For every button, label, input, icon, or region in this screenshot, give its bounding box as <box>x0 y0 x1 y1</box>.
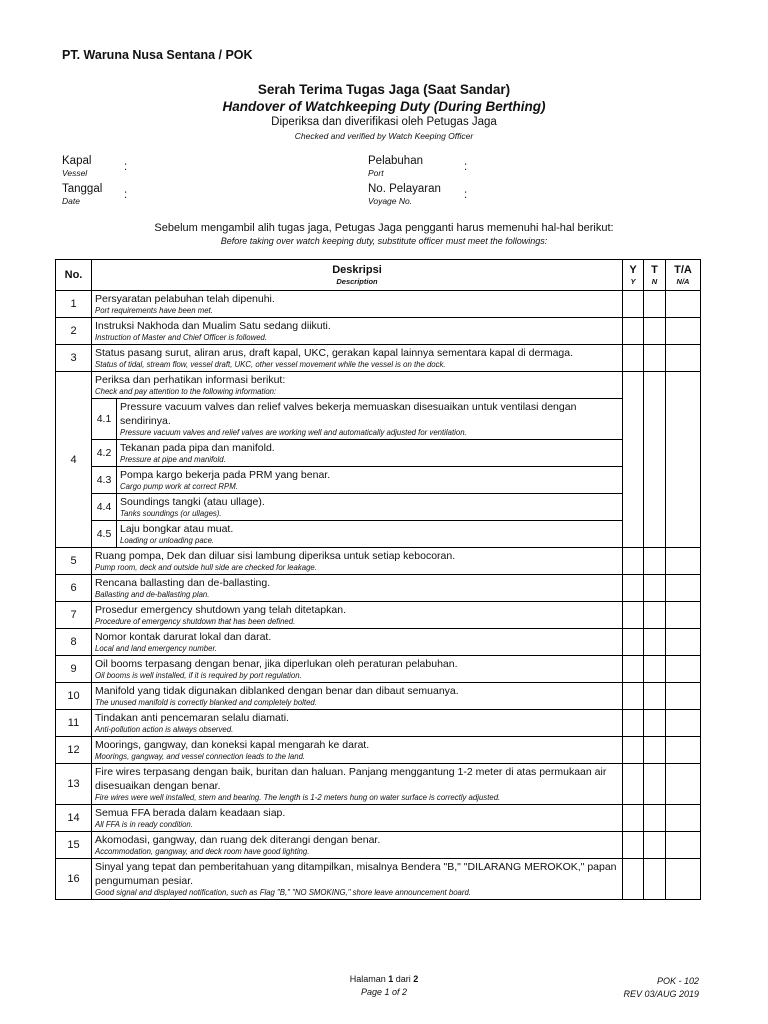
sub-row <box>92 467 622 494</box>
voyage-label-en: Voyage No. <box>368 196 413 206</box>
sub-row-description <box>117 440 623 467</box>
row-description-text: Status pasang surut, aliran arus, draft kapal, UKC, gerakan kapal lainnya sementara kapal di dermaga. <box>95 347 574 359</box>
row-number: 15 <box>56 832 92 859</box>
sub-row-text-en: Tanks soundings (or ullages). <box>120 509 222 518</box>
row-description <box>92 345 623 372</box>
check-t-cell[interactable] <box>644 345 666 372</box>
row-description <box>92 372 623 548</box>
check-y-cell[interactable] <box>623 683 644 710</box>
check-y-cell[interactable] <box>623 832 644 859</box>
row-description-text-en: Oil booms is well installed, if it is required by port regulation. <box>95 671 302 680</box>
sub-row-text: Tekanan pada pipa dan manifold. <box>120 442 275 454</box>
row-description-text-en: Fire wires were well installed, stern and bearing. The length is 1-2 meters hung on water surface is correctly adjusted. <box>95 793 501 802</box>
page-prefix: Halaman <box>349 974 389 984</box>
header-desc-label: Deskripsi <box>332 263 382 276</box>
row-description-text-en: Status of tidal, stream flow, vessel draft, UKC, other vessel movement while the vessel is on the dock. <box>95 360 446 369</box>
table-header-row <box>56 260 701 291</box>
check-y-cell[interactable] <box>623 548 644 575</box>
check-t-cell[interactable] <box>644 764 666 805</box>
date-label-en: Date <box>62 196 80 206</box>
row-number: 13 <box>56 764 92 805</box>
check-y-cell[interactable] <box>623 575 644 602</box>
table-row <box>56 805 701 832</box>
header-desc-label-en: Description <box>336 276 378 286</box>
sub-row-description <box>117 467 623 494</box>
row-description-text-en: All FFA is in ready condition. <box>95 820 193 829</box>
check-t-cell[interactable] <box>644 318 666 345</box>
sub-row-description <box>117 399 623 440</box>
check-t-cell[interactable] <box>644 859 666 900</box>
table-row <box>56 832 701 859</box>
check-na-cell[interactable] <box>666 629 701 656</box>
page-total: 2 <box>413 974 419 984</box>
header-t <box>644 260 666 291</box>
table-row <box>56 602 701 629</box>
check-t-cell[interactable] <box>644 602 666 629</box>
header-no: No. <box>56 260 92 291</box>
header-ta-label-en: N/A <box>676 276 690 286</box>
port-label-en: Port <box>368 168 384 178</box>
row-description <box>92 656 623 683</box>
row-number: 11 <box>56 710 92 737</box>
table-row <box>56 372 701 548</box>
document-title-en: Handover of Watchkeeping Duty (During Berthing) <box>222 99 546 114</box>
check-y-cell[interactable] <box>623 764 644 805</box>
row-description-text: Fire wires terpasang dengan baik, buritan dan haluan. Panjang menggantung 1-2 meter di atas permukaan air disesuaikan dengan benar. <box>95 766 607 792</box>
sub-row-description <box>117 494 623 521</box>
check-y-cell[interactable] <box>623 656 644 683</box>
sub-row-number: 4.1 <box>92 399 117 440</box>
row-description <box>92 764 623 805</box>
row-description <box>92 291 623 318</box>
row-description <box>92 318 623 345</box>
checklist-table <box>55 259 701 900</box>
check-y-cell[interactable] <box>623 345 644 372</box>
row-number: 6 <box>56 575 92 602</box>
voyage-field <box>368 182 441 207</box>
table-row <box>56 345 701 372</box>
row-description-text-en: The unused manifold is correctly blanked and completely bolted. <box>95 698 317 707</box>
sub-row-text-en: Loading or unloading pace. <box>120 536 215 545</box>
doc-revision: REV 03/AUG 2019 <box>623 989 699 999</box>
check-t-cell[interactable] <box>644 372 666 548</box>
row-description-text-en: Good signal and displayed notification, such as Flag "B," "NO SMOKING," shore leave announcement board. <box>95 888 471 897</box>
check-t-cell[interactable] <box>644 805 666 832</box>
sub-row <box>92 440 622 467</box>
sub-row-number: 4.2 <box>92 440 117 467</box>
company-name: PT. Waruna Nusa Sentana / POK <box>62 48 253 62</box>
check-na-cell[interactable] <box>666 602 701 629</box>
check-y-cell[interactable] <box>623 737 644 764</box>
check-na-cell[interactable] <box>666 805 701 832</box>
port-colon: : <box>464 161 468 173</box>
check-t-cell[interactable] <box>644 656 666 683</box>
header-ta-label: T/A <box>674 263 692 276</box>
table-row <box>56 656 701 683</box>
row-description <box>92 602 623 629</box>
check-na-cell[interactable] <box>666 575 701 602</box>
row-description <box>92 710 623 737</box>
table-row <box>56 764 701 805</box>
row-description-text-en: Port requirements have been met. <box>95 306 213 315</box>
vessel-colon: : <box>124 161 128 173</box>
check-na-cell[interactable] <box>666 683 701 710</box>
port-field <box>368 154 423 179</box>
table-row <box>56 629 701 656</box>
row-description <box>92 629 623 656</box>
sub-row-text: Pompa kargo bekerja pada PRM yang benar. <box>120 469 331 481</box>
row4-intro <box>92 372 622 398</box>
check-na-cell[interactable] <box>666 656 701 683</box>
page-number: 1 <box>388 974 394 984</box>
row-description <box>92 575 623 602</box>
vessel-label-en: Vessel <box>62 168 88 178</box>
doc-reference <box>623 975 699 1001</box>
sub-row-text: Pressure vacuum valves dan relief valves bekerja memuaskan disesuaikan untuk ventilasi dengan sendirinya. <box>120 401 577 427</box>
row-description-text: Persyaratan pelabuhan telah dipenuhi. <box>95 293 275 305</box>
row4-intro-text: Periksa dan perhatikan informasi berikut: <box>95 374 286 386</box>
check-t-cell[interactable] <box>644 737 666 764</box>
instruction-text-en: Before taking over watch keeping duty, substitute officer must meet the followings: <box>220 236 548 246</box>
row-number: 2 <box>56 318 92 345</box>
row-description-text-en: Ballasting and de-ballasting plan. <box>95 590 210 599</box>
row-description-text-en: Instruction of Master and Chief Officer is followed. <box>95 333 268 342</box>
row-description-text: Semua FFA berada dalam keadaan siap. <box>95 807 286 819</box>
header-description <box>92 260 623 291</box>
check-y-cell[interactable] <box>623 805 644 832</box>
sub-row-text-en: Pressure vacuum valves and relief valves are working well and automatically adjusted for ventilation. <box>120 428 467 437</box>
sub-row-number: 4.3 <box>92 467 117 494</box>
row-description-text: Tindakan anti pencemaran selalu diamati. <box>95 712 289 724</box>
header-y <box>623 260 644 291</box>
check-y-cell[interactable] <box>623 372 644 548</box>
header-ta <box>666 260 701 291</box>
row-number: 7 <box>56 602 92 629</box>
table-row <box>56 710 701 737</box>
vessel-label: Kapal <box>62 155 92 167</box>
sub-row-number: 4.4 <box>92 494 117 521</box>
sub-row <box>92 494 622 521</box>
row-description-text: Ruang pompa, Dek dan diluar sisi lambung diperiksa untuk setiap kebocoran. <box>95 550 456 562</box>
row-description <box>92 548 623 575</box>
row4-subtable <box>92 398 622 547</box>
header-t-label: T <box>651 263 658 276</box>
row-description-text: Instruksi Nakhoda dan Mualim Satu sedang diikuti. <box>95 320 331 332</box>
row-description <box>92 737 623 764</box>
sub-row-text-en: Pressure at pipe and manifold. <box>120 455 226 464</box>
check-y-cell[interactable] <box>623 291 644 318</box>
check-t-cell[interactable] <box>644 832 666 859</box>
check-y-cell[interactable] <box>623 629 644 656</box>
row-description-text: Manifold yang tidak digunakan diblanked dengan benar dan dibaut semuanya. <box>95 685 459 697</box>
page-indicator-en: Page 1 of 2 <box>360 987 408 997</box>
row-description-text: Moorings, gangway, dan koneksi kapal mengarah ke darat. <box>95 739 370 751</box>
table-row <box>56 318 701 345</box>
row-description-text: Akomodasi, gangway, dan ruang dek diterangi dengan benar. <box>95 834 381 846</box>
port-label: Pelabuhan <box>368 155 423 167</box>
instruction-block <box>0 221 768 247</box>
document-title: Serah Terima Tugas Jaga (Saat Sandar) <box>257 82 511 97</box>
check-na-cell[interactable] <box>666 345 701 372</box>
check-na-cell[interactable] <box>666 291 701 318</box>
sub-row <box>92 521 622 548</box>
row-description-text-en: Moorings, gangway, and vessel connection leads to the land. <box>95 752 306 761</box>
voyage-label: No. Pelayaran <box>368 183 441 195</box>
check-y-cell[interactable] <box>623 710 644 737</box>
table-row <box>56 291 701 318</box>
sub-row-text-en: Cargo pump work at correct RPM. <box>120 482 238 491</box>
header-t-label-en: N <box>651 276 658 286</box>
check-t-cell[interactable] <box>644 683 666 710</box>
sub-row <box>92 399 622 440</box>
check-na-cell[interactable] <box>666 318 701 345</box>
sub-row-text: Soundings tangki (atau ullage). <box>120 496 265 508</box>
row-description-text: Oil booms terpasang dengan benar, jika diperlukan oleh peraturan pelabuhan. <box>95 658 458 670</box>
instruction-text: Sebelum mengambil alih tugas jaga, Petugas Jaga pengganti harus memenuhi hal-hal berikut: <box>154 222 614 234</box>
sub-row-description <box>117 521 623 548</box>
check-na-cell[interactable] <box>666 372 701 548</box>
table-row <box>56 575 701 602</box>
sub-row-text: Laju bongkar atau muat. <box>120 523 234 535</box>
check-t-cell[interactable] <box>644 629 666 656</box>
header-y-label: Y <box>629 263 637 276</box>
row-number: 10 <box>56 683 92 710</box>
row-description <box>92 683 623 710</box>
header-y-label-en: Y <box>630 276 636 286</box>
page-mid: dari <box>393 974 414 984</box>
row-number: 1 <box>56 291 92 318</box>
date-field <box>62 182 102 207</box>
check-t-cell[interactable] <box>644 575 666 602</box>
check-na-cell[interactable] <box>666 764 701 805</box>
row4-intro-text-en: Check and pay attention to the following information: <box>95 387 277 396</box>
table-row <box>56 683 701 710</box>
row-number: 16 <box>56 859 92 900</box>
date-label: Tanggal <box>62 183 103 195</box>
sub-row-number: 4.5 <box>92 521 117 548</box>
row-description-text: Sinyal yang tepat dan pemberitahuan yang ditampilkan, misalnya Bendera "B," "DILARANG MEROKOK," papan pengumuman pesiar. <box>95 861 617 887</box>
table-row <box>56 548 701 575</box>
check-na-cell[interactable] <box>666 737 701 764</box>
table-row <box>56 737 701 764</box>
row-description <box>92 832 623 859</box>
doc-code: POK - 102 <box>656 976 699 986</box>
row-number: 8 <box>56 629 92 656</box>
row-number: 12 <box>56 737 92 764</box>
check-na-cell[interactable] <box>666 832 701 859</box>
checked-by: Diperiksa dan diverifikasi oleh Petugas Jaga <box>271 116 497 128</box>
checked-by-en: Checked and verified by Watch Keeping Officer <box>294 131 474 141</box>
row-number: 14 <box>56 805 92 832</box>
voyage-colon: : <box>464 189 468 201</box>
row-description-text-en: Local and land emergency number. <box>95 644 217 653</box>
vessel-field <box>62 154 91 179</box>
check-y-cell[interactable] <box>623 602 644 629</box>
row-number: 9 <box>56 656 92 683</box>
check-na-cell[interactable] <box>666 859 701 900</box>
check-y-cell[interactable] <box>623 318 644 345</box>
table-row <box>56 859 701 900</box>
check-t-cell[interactable] <box>644 291 666 318</box>
row-description <box>92 805 623 832</box>
row-number: 3 <box>56 345 92 372</box>
check-t-cell[interactable] <box>644 710 666 737</box>
row-description-text-en: Accommodation, gangway, and deck room have good lighting. <box>95 847 310 856</box>
check-na-cell[interactable] <box>666 710 701 737</box>
check-y-cell[interactable] <box>623 859 644 900</box>
document-title-block <box>0 81 768 142</box>
date-colon: : <box>124 189 128 201</box>
row-description-text-en: Pump room, deck and outside hull side are checked for leakage. <box>95 563 317 572</box>
row-number: 4 <box>56 372 92 548</box>
row-description-text: Prosedur emergency shutdown yang telah ditetapkan. <box>95 604 346 616</box>
row-description-text-en: Anti-pollution action is always observed. <box>95 725 234 734</box>
row-description-text: Rencana ballasting dan de-ballasting. <box>95 577 271 589</box>
row-description-text: Nomor kontak darurat lokal dan darat. <box>95 631 272 643</box>
row-description-text-en: Procedure of emergency shutdown that has been defined. <box>95 617 296 626</box>
row-number: 5 <box>56 548 92 575</box>
row-description <box>92 859 623 900</box>
check-t-cell[interactable] <box>644 548 666 575</box>
check-na-cell[interactable] <box>666 548 701 575</box>
